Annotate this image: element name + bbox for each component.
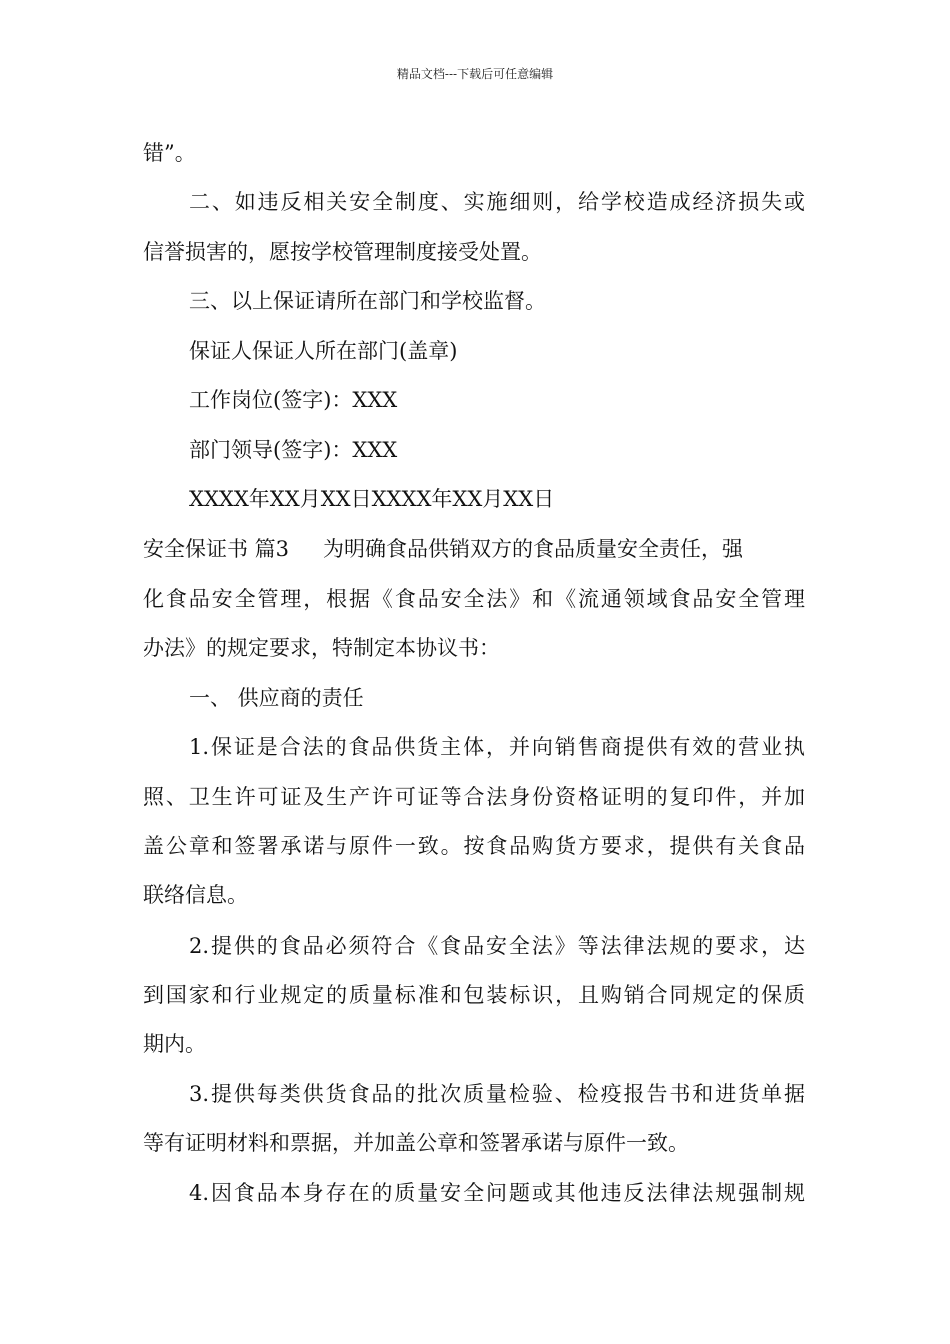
text-line: 等有证明材料和票据，并加盖公章和签署承诺与原件一致。 — [143, 1131, 689, 1155]
text-line: 化食品安全管理，根据《食品安全法》和《流通领域食品安全管理 — [143, 587, 805, 611]
text-line: 4.因食品本身存在的质量安全问题或其他违反法律法规强制规 — [189, 1181, 805, 1205]
text-line: 保证人保证人所在部门(盖章) — [189, 339, 458, 363]
text-line: 为明确食品供销双方的食品质量安全责任，强 — [323, 537, 744, 561]
text-line: 3.提供每类供货食品的批次质量检验、检疫报告书和进货单据 — [189, 1082, 805, 1106]
text-line: 信誉损害的，愿按学校管理制度接受处置。 — [143, 240, 542, 264]
text-line: 期内。 — [143, 1032, 206, 1056]
section-line — [143, 534, 743, 564]
text-line: 部门领导(签字)：XXX — [189, 438, 398, 462]
text-line: 错”。 — [143, 141, 196, 165]
text-line: 1.保证是合法的食品供货主体，并向销售商提供有效的营业执 — [189, 735, 805, 759]
text-line: 到国家和行业规定的质量标准和包装标识，且购销合同规定的保质 — [143, 983, 805, 1007]
subsection-heading: 一、 供应商的责任 — [189, 686, 364, 710]
section-title: 安全保证书 篇3 — [143, 537, 290, 561]
text-line: 照、卫生许可证及生产许可证等合法身份资格证明的复印件，并加 — [143, 785, 805, 809]
text-line: 联络信息。 — [143, 883, 248, 907]
text-line: 三、以上保证请所在部门和学校监督。 — [189, 289, 546, 313]
text-line: 办法》的规定要求，特制定本协议书： — [143, 636, 500, 660]
page-header: 精品文档---下载后可任意编辑 — [396, 67, 554, 81]
text-line: XXXX年XX月XX日XXXX年XX月XX日 — [189, 487, 555, 511]
text-line: 工作岗位(签字)：XXX — [189, 388, 398, 412]
text-line: 二、如违反相关安全制度、实施细则，给学校造成经济损失或 — [189, 190, 805, 214]
text-line: 2.提供的食品必须符合《食品安全法》等法律法规的要求，达 — [189, 934, 805, 958]
text-line: 盖公章和签署承诺与原件一致。按食品购货方要求，提供有关食品 — [143, 834, 805, 858]
